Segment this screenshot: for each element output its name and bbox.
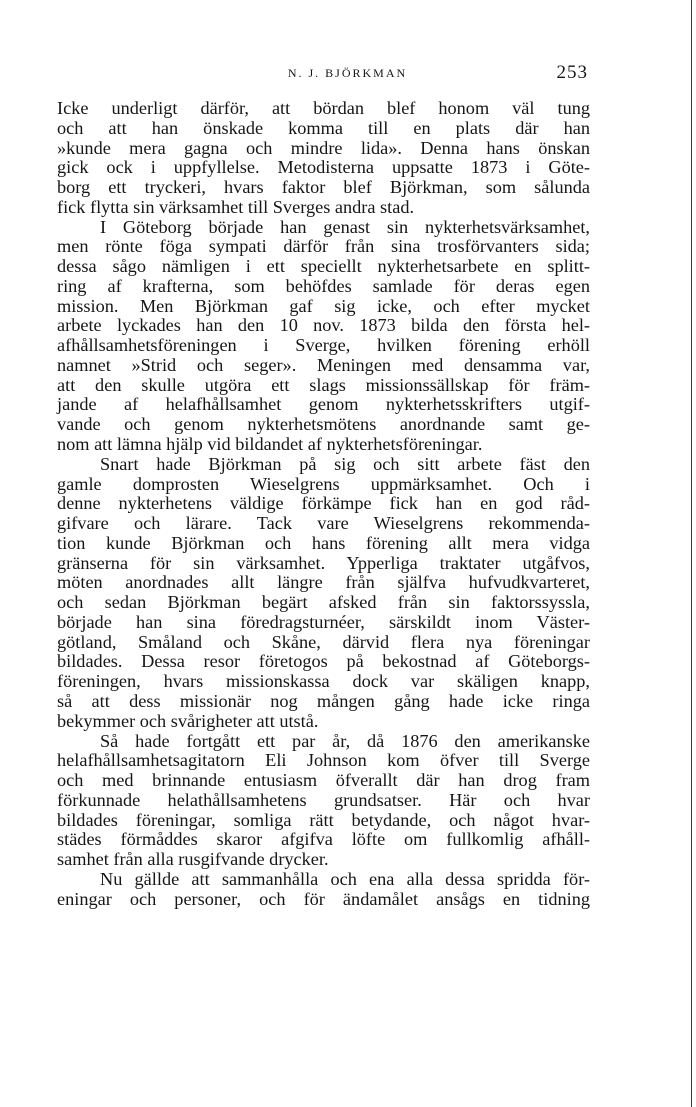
text-line: »kunde mera gagna och mindre lida». Denna hans önskan [57,137,590,158]
paragraph [57,218,590,455]
text-line: mission. Men Björkman gaf sig icke, och efter mycket [57,295,590,316]
text-line: götland, Småland och Skåne, därvid flera nya föreningar [57,631,590,652]
paragraph [57,99,590,218]
text-line: I Göteborg började han genast sin nykterhetsvärksamhet, [100,216,590,237]
text-line: arbete lyckades han den 10 nov. 1873 bilda den första hel- [57,315,590,336]
text-line: men rönte föga sympati därför från sina trosförvanters sida; [57,236,590,257]
text-line: nom att lämna hjälp vid bildandet af nykterhetsföreningar. [57,434,483,455]
text-line: eningar och personer, och för ändamålet ansågs en tidning [57,888,590,909]
running-head: N. J. BJÖRKMAN [287,66,408,80]
text-line: gamle domprosten Wieselgrens uppmärksamhet. Och i [57,473,590,494]
text-line: föreningen, hvars missionskassa dock var skäligen knapp, [57,671,590,692]
text-line: tion kunde Björkman och hans förening allt mera vidga [57,532,590,553]
text-line: gick ock i uppfyllelse. Metodisterna uppsatte 1873 i Göte- [57,157,590,178]
text-line: fick flytta sin värksamhet till Sverges andra stad. [57,196,415,217]
paragraph [57,732,590,870]
text-line: afhållsamhetsföreningen i Sverge, hvilken förening erhöll [57,335,590,356]
text-line: Icke underligt därför, att bördan blef honom väl tung [57,98,590,118]
text-line: och att han önskade komma till en plats där han [57,117,590,138]
text-line: Snart hade Björkman på sig och sitt arbete fäst den [100,453,590,474]
paragraph [57,870,590,910]
paragraph [57,455,590,732]
page-number: 253 [556,62,588,83]
text-line: bildades föreningar, somliga rätt betydande, och något hvar- [57,809,590,830]
page-edge-rule [691,0,692,1107]
text-line: borg ett tryckeri, hvars faktor blef Björkman, som sålunda [57,177,590,198]
text-line: jande af helafhållsamhet genom nykterhetsskrifters utgif- [57,394,590,415]
text-line: förkunnade helathållsamhetens grundsatser. Här och hvar [57,789,590,810]
text-line: gifvare och lärare. Tack vare Wieselgrens rekommenda- [57,513,590,534]
text-line: att den skulle utgöra ett slags missionssällskap för främ- [57,374,590,395]
page-header [57,64,590,86]
body-text [57,99,590,909]
text-line: namnet »Strid och seger». Meningen med densamma var, [57,354,590,375]
text-line: städes förmåddes skaror afgifva löfte om fullkomlig afhåll- [57,829,590,850]
text-line: gränserna för sin värksamhet. Ypperliga traktater utgåfvos, [57,552,590,573]
text-line: Nu gällde att sammanhålla och ena alla dessa spridda för- [100,868,590,889]
text-line: denne nykterhetens väldige förkämpe fick han en god råd- [57,493,590,514]
text-line: helafhållsamhetsagitatorn Eli Johnson kom öfver till Sverge [57,750,590,771]
text-line: och sedan Björkman begärt afsked från sin faktorssyssla, [57,592,590,613]
text-line: ring af krafterna, som behöfdes samlade för deras egen [57,275,590,296]
text-line: bildades. Dessa resor företogos på bekostnad af Göteborgs- [57,651,590,672]
text-line: vande och genom nykterhetsmötens anordnande samt ge- [57,414,590,435]
text-line: samhet från alla rusgifvande drycker. [57,849,329,870]
text-line: började han sina föredragsturnéer, särskildt inom Väster- [57,611,590,632]
text-line: så att dess missionär nog mången gång hade icke ringa [57,690,590,711]
text-line: möten anordnades allt längre från själfva hufvudkvarteret, [57,572,590,593]
text-line: bekymmer och svårigheter att utstå. [57,710,319,731]
text-line: dessa sågo nämligen i ett speciellt nykterhetsarbete en splitt- [57,256,590,277]
text-line: och med brinnande entusiasm öfverallt där han drog fram [57,770,590,791]
text-line: Så hade fortgått ett par år, då 1876 den amerikanske [100,730,590,751]
